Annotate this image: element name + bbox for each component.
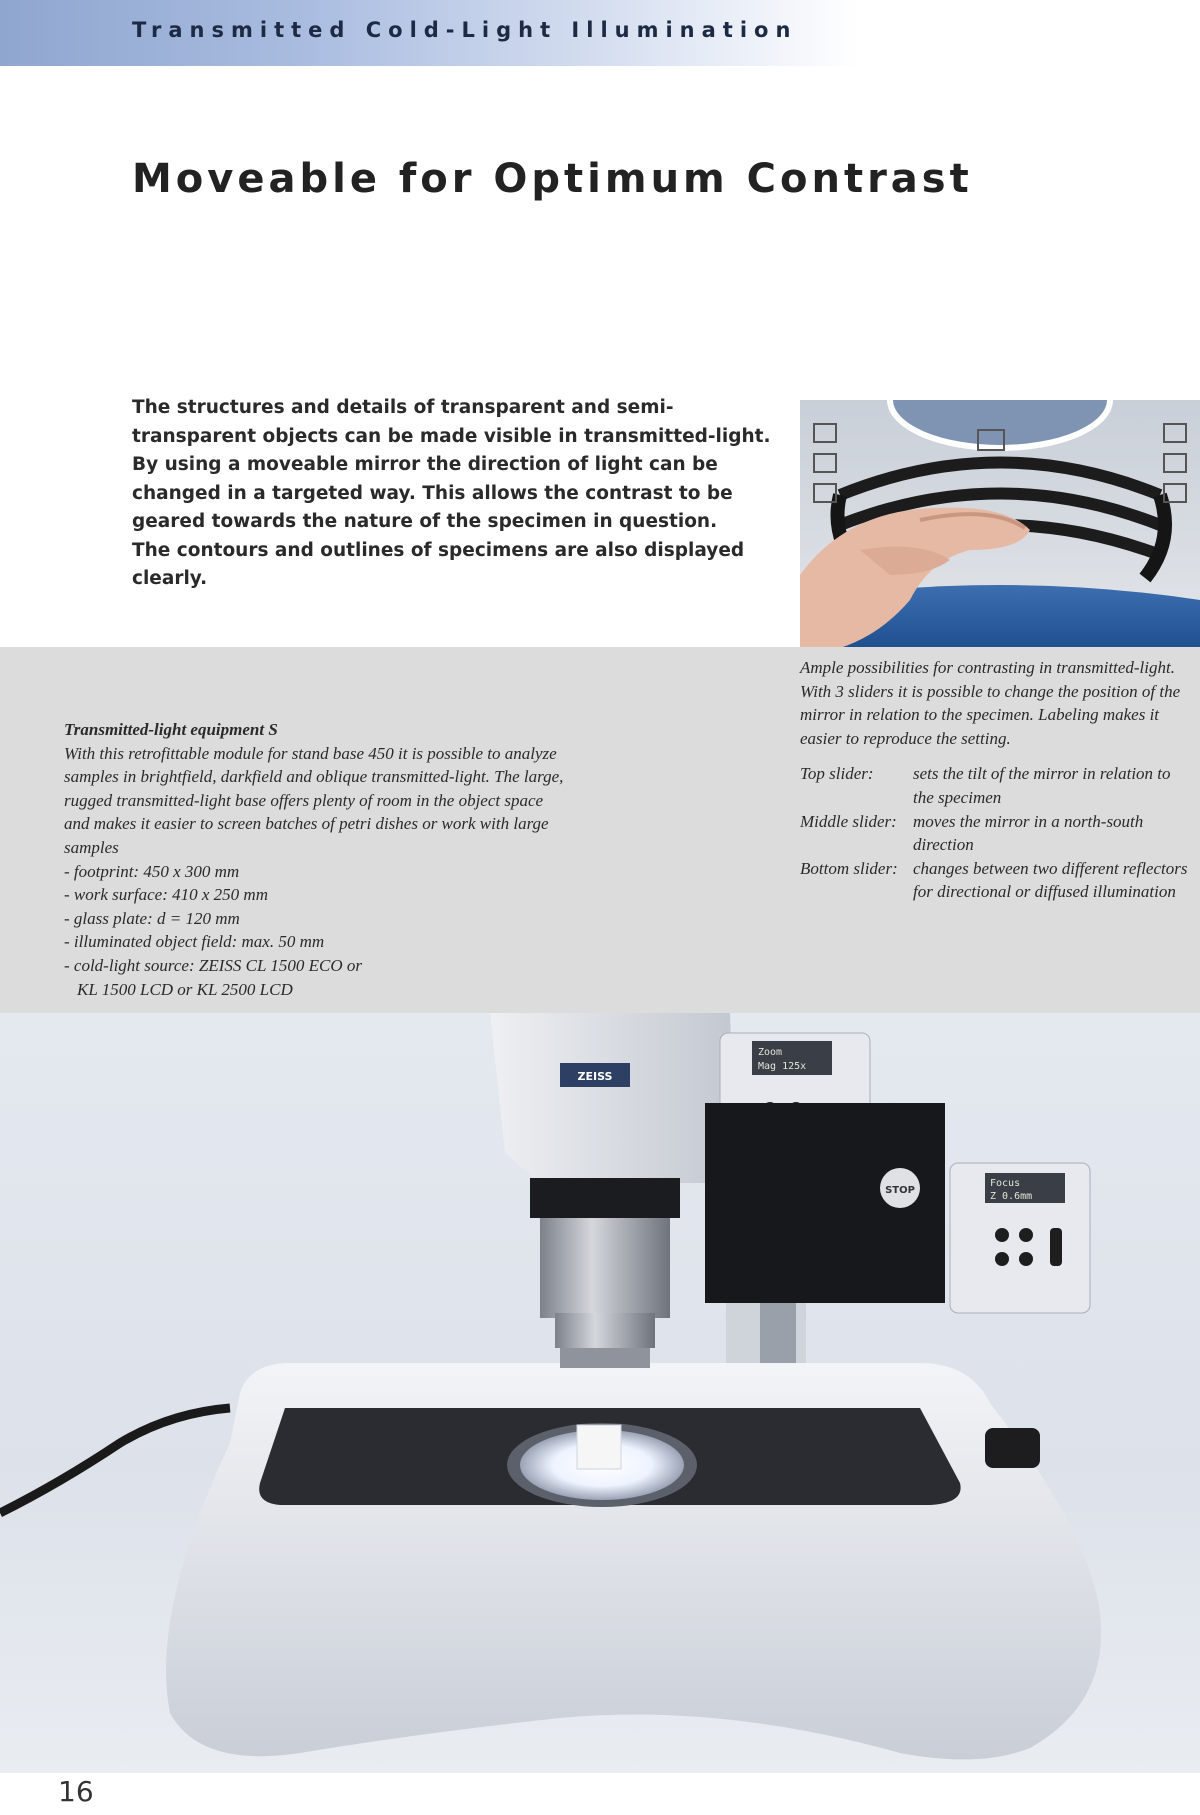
page-number: 16 [58,1775,94,1808]
spec-item: KL 1500 LCD or KL 2500 LCD [77,979,293,999]
spec-item: - cold-light source: ZEISS CL 1500 ECO or [64,955,362,975]
microscope-illustration [0,1013,1200,1773]
caption-text: Ample possibilities for contrasting in transmitted-light. With 3 sliders it is possible to change the position of the mirror in relation to the specimen. Labeling makes it easier to reproduce the setting. [800,658,1181,748]
slider-row [800,857,1190,904]
stop-label: STOP [885,1185,915,1196]
section-title: Transmitted Cold-Light Illumination [132,18,798,42]
header-band [0,0,860,66]
brand-label: ZEISS [577,1070,613,1083]
slider-label: Bottom slider: [800,858,898,878]
slider-closeup-illustration [800,400,1200,648]
slider-row [800,810,1190,857]
spec-item: - illuminated object field: max. 50 mm [64,932,325,952]
page-title: Moveable for Optimum Contrast [132,156,973,202]
photo-caption [800,656,1190,904]
intro-text [132,394,782,594]
slider-description: sets the tilt of the mirror in relation to the specimen [913,764,1171,807]
slider-row [800,762,1190,809]
display-text: Mag 125x [758,1061,807,1072]
equipment-title: Transmitted-light equipment S [64,720,278,739]
slider-description: moves the mirror in a north-south direction [913,811,1144,855]
display-text: Zoom [758,1047,783,1058]
microscope-photo [0,1013,1200,1773]
display-text: Focus [990,1178,1021,1189]
intro-paragraph: The contours and outlines of specimens are also displayed clearly. [132,539,745,589]
slider-label: Middle slider: [800,811,897,831]
slider-description: changes between two different reflectors for directional or diffused illumination [913,858,1188,902]
equipment-section [64,718,564,1001]
intro-paragraph: The structures and details of transparent and semi-transparent objects can be made visible in transmitted-light. [132,397,771,447]
equipment-description: With this retrofittable module for stand base 450 it is possible to analyze samples in brightfield, darkfield and oblique transmitted-light. The large, rugged transmitted-light base offers plenty of room in the object space and makes it easier to screen batches of petri dishes or work with large samples [64,743,564,857]
slider-label: Top slider: [800,764,874,784]
spec-item: - work surface: 410 x 250 mm [64,885,268,905]
intro-paragraph: By using a moveable mirror the direction of light can be changed in a targeted way. This allows the contrast to be geared towards the nature of the specimen in question. [132,454,733,532]
display-text: Z 0.6mm [990,1191,1033,1202]
slider-closeup-photo [800,400,1200,648]
spec-item: - footprint: 450 x 300 mm [64,861,240,881]
spec-item: - glass plate: d = 120 mm [64,908,240,928]
